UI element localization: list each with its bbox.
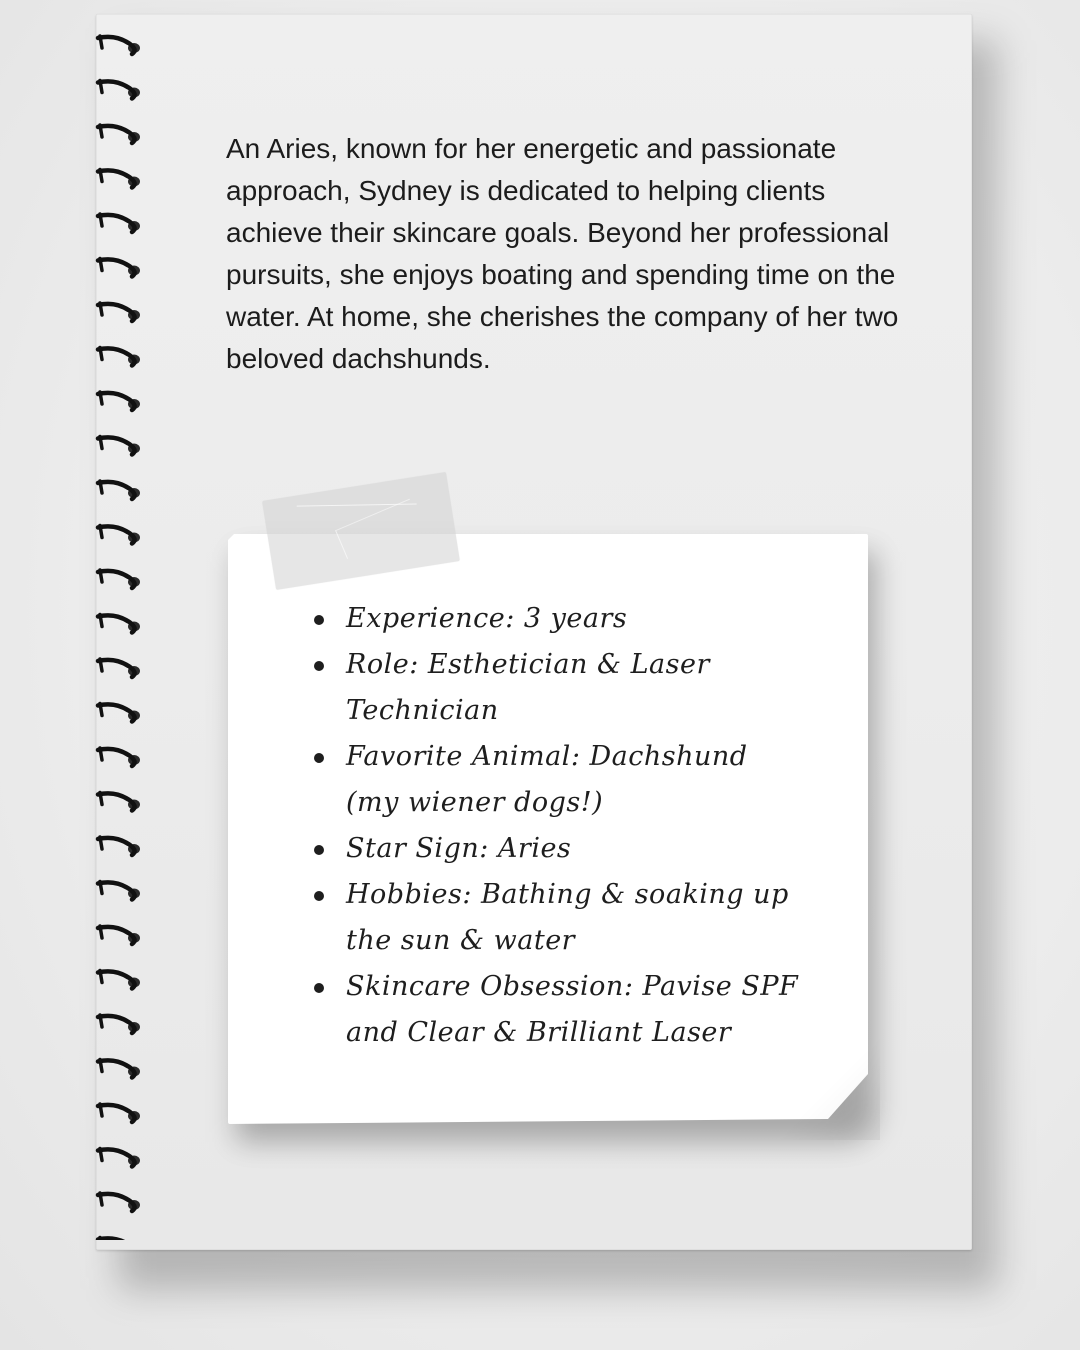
spiral-binding-icon (90, 20, 160, 1240)
spiral-coil (98, 36, 140, 54)
fact-text: Favorite Animal: Dachshund (my wiener dogs!) (346, 741, 748, 818)
spiral-coil (98, 704, 140, 722)
spiral-coil (98, 926, 140, 944)
fact-text: Role: Esthetician & Laser Technician (346, 649, 710, 726)
spiral-coil (98, 81, 140, 99)
fact-item-role (306, 642, 806, 734)
spiral-coil (98, 570, 140, 588)
spiral-coil (98, 882, 140, 900)
spiral-coil (98, 1015, 140, 1033)
spiral-coil (98, 1149, 140, 1167)
spiral-coil (98, 1104, 140, 1122)
spiral-coil (98, 971, 140, 989)
spiral-coil (98, 348, 140, 366)
fact-text: Skincare Obsession: Pavise SPF and Clear & Brilliant Laser (346, 971, 799, 1048)
fact-text: Star Sign: Aries (346, 833, 572, 864)
spiral-coil (98, 659, 140, 677)
spiral-coil (98, 748, 140, 766)
spiral-coil (98, 125, 140, 143)
spiral-coil (98, 481, 140, 499)
spiral-coil (98, 793, 140, 811)
spiral-coil (98, 1238, 140, 1241)
spiral-coil (98, 259, 140, 277)
bullet-icon (314, 661, 324, 671)
spiral-coil (98, 1193, 140, 1211)
bullet-icon (314, 891, 324, 901)
fact-item-hobbies (306, 872, 806, 964)
bullet-icon (314, 615, 324, 625)
spiral-coil (98, 214, 140, 232)
bullet-icon (314, 845, 324, 855)
fact-text: Hobbies: Bathing & soaking up the sun & water (346, 879, 789, 956)
bullet-icon (314, 983, 324, 993)
fact-item-favorite-animal (306, 734, 806, 826)
spiral-coil (98, 303, 140, 321)
fact-item-star-sign (306, 826, 806, 872)
spiral-coil (98, 392, 140, 410)
bullet-icon (314, 753, 324, 763)
spiral-coil (98, 170, 140, 188)
fact-item-skincare-obsession (306, 964, 806, 1056)
spiral-coil (98, 837, 140, 855)
spiral-coil (98, 526, 140, 544)
spiral-coil (98, 437, 140, 455)
fact-text: Experience: 3 years (346, 603, 628, 634)
spiral-coil (98, 615, 140, 633)
bio-paragraph: An Aries, known for her energetic and passionate approach, Sydney is dedicated to helping clients achieve their skincare goals. Beyond her professional pursuits, she enjoys boating and spending time on the water. At home, she cherishes the company of her two beloved dachshunds. (226, 133, 899, 374)
spiral-coil (98, 1060, 140, 1078)
fact-item-experience (306, 596, 806, 642)
facts-list (306, 596, 806, 1056)
